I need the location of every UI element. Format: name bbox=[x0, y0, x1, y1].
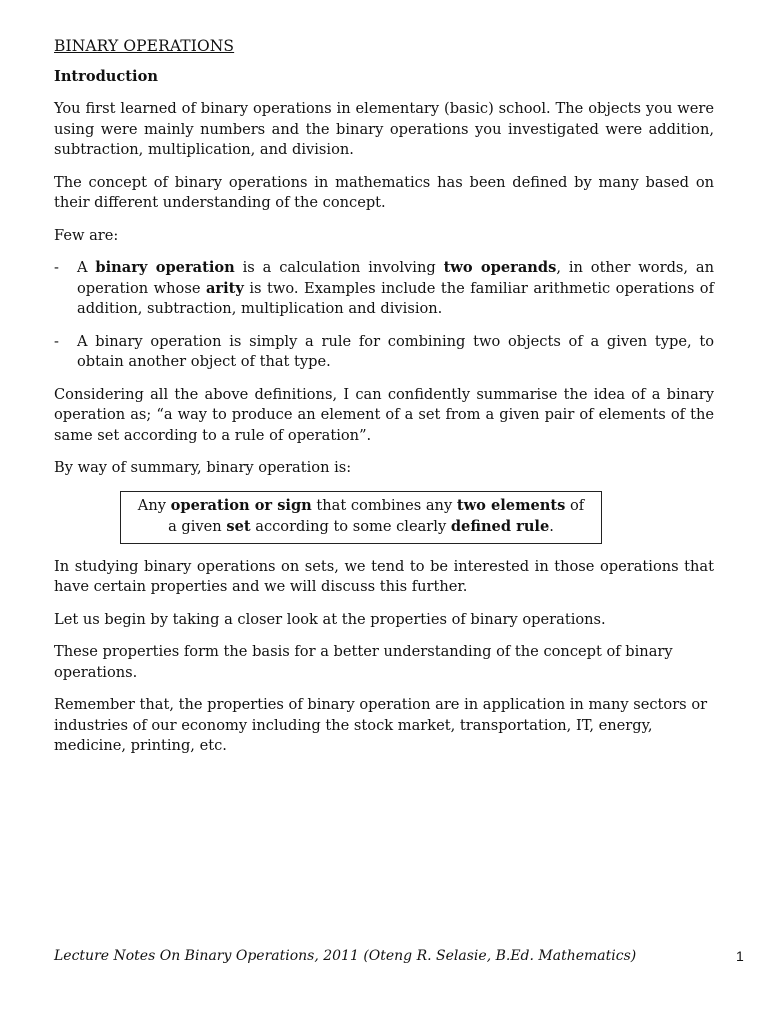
text-run: according to some clearly bbox=[250, 518, 451, 535]
paragraph-elementary-school: You first learned of binary operations in elementary (basic) school. The objects you were using were mainly numbers and the binary operations you investigated were addition, subtraction, multiplication, and division. bbox=[54, 100, 714, 158]
paragraph-studying-properties: In studying binary operations on sets, we tend to be interested in those operations that have certain properties and we will discuss this further. bbox=[54, 557, 714, 595]
paragraph-by-way-of-summary: By way of summary, binary operation is: bbox=[54, 459, 352, 476]
text-run: is a calculation involving bbox=[234, 259, 444, 276]
definition-item-operands bbox=[54, 258, 714, 320]
definitions-list bbox=[54, 258, 714, 373]
text-run: A binary operation is simply a rule for combining two objects of a given type, to obtain another object of that type. bbox=[77, 332, 714, 370]
paragraph-concept-definitions: The concept of binary operations in mathematics has been defined by many based on their different understanding of the concept. bbox=[54, 173, 714, 211]
page-footer: Lecture Notes On Binary Operations, 2011 (Oteng R. Selasie, B.Ed. Mathematics) bbox=[54, 948, 637, 964]
paragraph-closer-look: Let us begin by taking a closer look at the properties of binary operations. bbox=[54, 610, 606, 628]
page-number: 1 bbox=[736, 948, 744, 964]
text-run: is two. Examples include the familiar arithmetic operations of addition, subtraction, multiplication and division. bbox=[77, 279, 714, 317]
section-heading-introduction: Introduction bbox=[54, 67, 158, 85]
text-run: that combines any bbox=[311, 496, 457, 514]
bold-term-set: set bbox=[226, 518, 251, 535]
text-run: . bbox=[549, 518, 554, 535]
bold-term-two-operands: two operands bbox=[443, 259, 557, 276]
bold-term-operation-or-sign: operation or sign bbox=[170, 496, 312, 514]
bold-term-binary-operation: binary operation bbox=[95, 259, 235, 276]
bullet-dash: - bbox=[54, 259, 59, 276]
bold-term-defined-rule: defined rule bbox=[450, 518, 550, 535]
text-run: Any bbox=[137, 496, 171, 514]
bold-term-two-elements: two elements bbox=[456, 496, 566, 514]
paragraph-few-are: Few are: bbox=[54, 226, 119, 244]
summary-definition-box bbox=[120, 491, 602, 544]
paragraph-applications: Remember that, the properties of binary operation are in application in many sectors or industries of our economy including the stock market, transportation, IT, energy, medicine, printing, etc. bbox=[54, 696, 708, 754]
document-title: BINARY OPERATIONS bbox=[54, 37, 235, 55]
text-run: A bbox=[77, 259, 96, 276]
definition-item-rule bbox=[54, 332, 714, 373]
bullet-dash: - bbox=[54, 332, 59, 350]
bold-term-arity: arity bbox=[205, 279, 244, 297]
paragraph-summarise: Considering all the above definitions, I can confidently summarise the idea of a binary operation as; “a way to produce an element of a set from a given pair of elements of the same set according to a rule of operation”. bbox=[54, 385, 714, 444]
text-run: of a given bbox=[168, 496, 585, 535]
document-page bbox=[54, 36, 714, 769]
text-run: , in other words, an operation whose bbox=[77, 259, 715, 297]
paragraph-basis: These properties form the basis for a better understanding of the concept of binary operations. bbox=[54, 643, 673, 681]
